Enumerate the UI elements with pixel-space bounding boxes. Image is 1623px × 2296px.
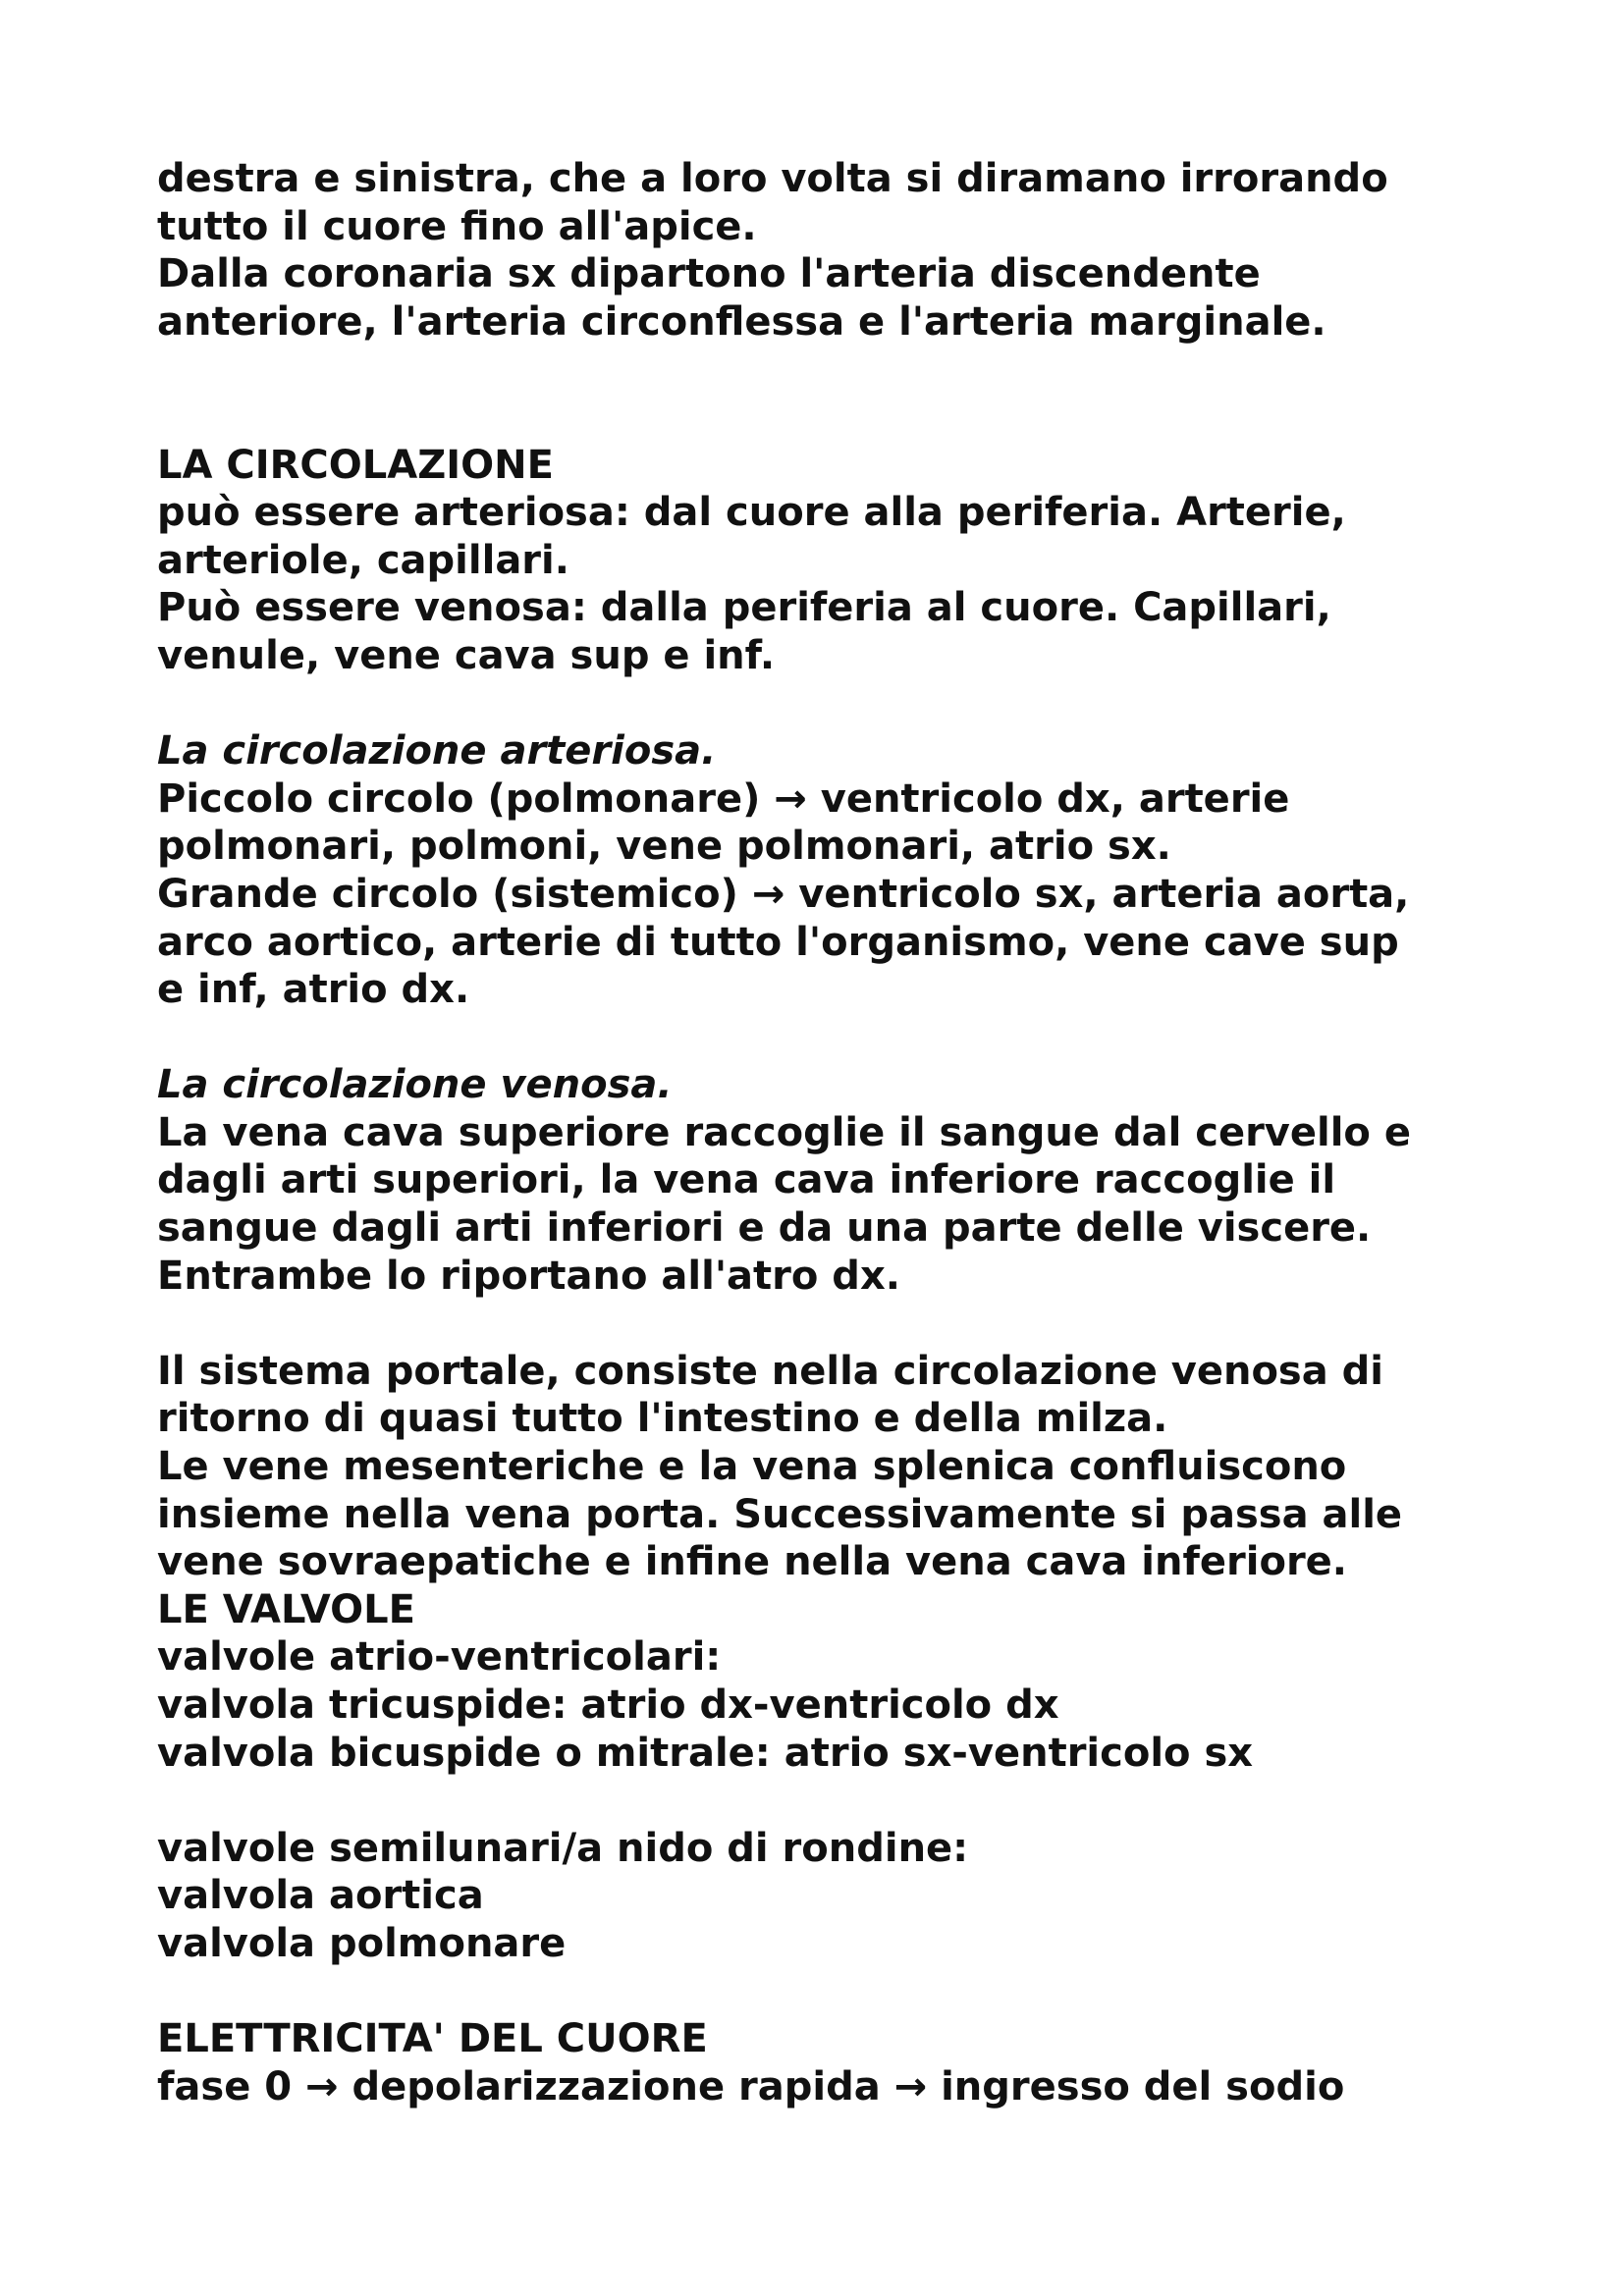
intro-paragraph bbox=[157, 155, 1512, 346]
subsection-heading: La circolazione arteriosa. bbox=[157, 728, 717, 774]
section-arteriosa bbox=[157, 727, 1512, 1014]
text-line: può essere arteriosa: dal cuore alla periferia. Arterie, bbox=[157, 490, 1346, 536]
text-line: valvola tricuspide: atrio dx-ventricolo dx bbox=[157, 1682, 1059, 1728]
text-line: ritorno di quasi tutto l'intestino e della milza. bbox=[157, 1396, 1168, 1442]
spacer bbox=[157, 394, 1512, 442]
text-line: Entrambe lo riportano all'atro dx. bbox=[157, 1253, 900, 1299]
text-line: Grande circolo (sistemico) → ventricolo sx, arteria aorta, bbox=[157, 871, 1410, 917]
text-line: e inf, atrio dx. bbox=[157, 967, 470, 1013]
text-line: dagli arti superiori, la vena cava inferiore raccoglie il bbox=[157, 1157, 1336, 1203]
spacer bbox=[157, 1968, 1512, 2016]
text-line: venule, vene cava sup e inf. bbox=[157, 632, 776, 678]
text-line: polmonari, polmoni, vene polmonari, atrio sx. bbox=[157, 824, 1171, 870]
spacer bbox=[157, 680, 1512, 728]
text-line: valvola aortica bbox=[157, 1873, 484, 1919]
text-line: valvola bicuspide o mitrale: atrio sx-ventricolo sx bbox=[157, 1730, 1254, 1776]
section-valvole bbox=[157, 1586, 1512, 1968]
spacer bbox=[157, 1014, 1512, 1062]
text-line: arco aortico, arterie di tutto l'organismo, vene cave sup bbox=[157, 919, 1399, 965]
text-line: vene sovraepatiche e infine nella vena cava inferiore. bbox=[157, 1539, 1347, 1585]
text-line: fase 0 → depolarizzazione rapida → ingresso del sodio bbox=[157, 2063, 1345, 2109]
text-line: arteriole, capillari. bbox=[157, 537, 569, 583]
section-venosa bbox=[157, 1061, 1512, 1300]
section-circolazione bbox=[157, 442, 1512, 680]
section-portale bbox=[157, 1348, 1512, 1586]
spacer bbox=[157, 1300, 1512, 1348]
section-heading: LA CIRCOLAZIONE bbox=[157, 442, 554, 488]
section-heading: ELETTRICITA' DEL CUORE bbox=[157, 2016, 708, 2062]
section-heading: LE VALVOLE bbox=[157, 1586, 415, 1632]
text-line: La vena cava superiore raccoglie il sangue dal cervello e bbox=[157, 1109, 1411, 1155]
text-line: valvole semilunari/a nido di rondine: bbox=[157, 1825, 969, 1871]
text-line: tutto il cuore fino all'apice. bbox=[157, 203, 757, 249]
text-line: Il sistema portale, consiste nella circolazione venosa di bbox=[157, 1348, 1384, 1394]
text-line: valvole atrio-ventricolari: bbox=[157, 1634, 722, 1681]
text-line: Le vene mesenteriche e la vena splenica confluiscono bbox=[157, 1444, 1347, 1490]
spacer bbox=[157, 1777, 1512, 1825]
text-line: Piccolo circolo (polmonare) → ventricolo dx, arterie bbox=[157, 775, 1290, 822]
text-line: Può essere venosa: dalla periferia al cuore. Capillari, bbox=[157, 585, 1331, 631]
text-line: valvola polmonare bbox=[157, 1920, 567, 1966]
section-elettricita bbox=[157, 2015, 1512, 2110]
text-line: sangue dagli arti inferiori e da una parte delle viscere. bbox=[157, 1205, 1372, 1252]
text-line: insieme nella vena porta. Successivamente si passa alle bbox=[157, 1491, 1403, 1537]
subsection-heading: La circolazione venosa. bbox=[157, 1062, 673, 1108]
text-line: destra e sinistra, che a loro volta si diramano irrorando bbox=[157, 156, 1388, 201]
text-line: anteriore, l'arteria circonflessa e l'arteria marginale. bbox=[157, 298, 1326, 345]
spacer bbox=[157, 346, 1512, 394]
text-line: Dalla coronaria sx dipartono l'arteria discendente bbox=[157, 251, 1261, 297]
document-page bbox=[157, 155, 1512, 2110]
